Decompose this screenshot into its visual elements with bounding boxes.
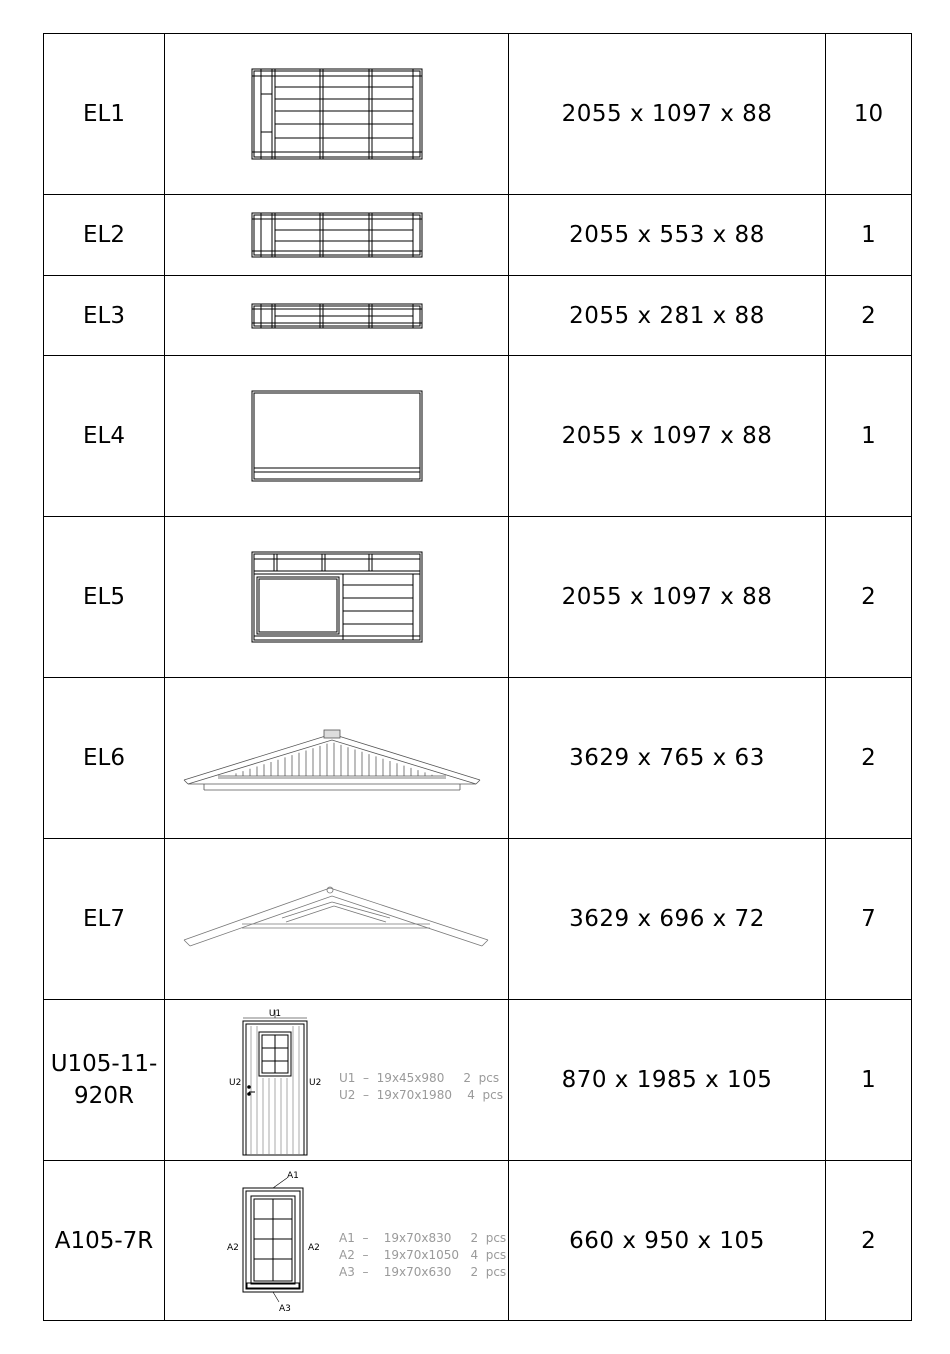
part-drawing	[165, 195, 509, 276]
part-quantity: 2	[826, 678, 912, 839]
spec-line: U2 – 19x70x1980 4 pcs	[338, 1088, 503, 1102]
part-quantity: 10	[826, 34, 912, 195]
part-dimensions: 2055 x 1097 x 88	[509, 517, 826, 678]
parts-table	[43, 33, 912, 1321]
part-quantity: 2	[826, 517, 912, 678]
part-dimensions: 2055 x 1097 x 88	[509, 34, 826, 195]
roof-truss-icon	[182, 882, 492, 957]
part-drawing	[165, 678, 509, 839]
table-row	[44, 1000, 912, 1161]
part-drawing	[165, 517, 509, 678]
part-code: EL1	[44, 34, 165, 195]
part-dimensions: 2055 x 553 x 88	[509, 195, 826, 276]
table-row	[44, 517, 912, 678]
window-icon	[187, 1166, 506, 1316]
part-drawing	[165, 276, 509, 356]
wall-panel-window-boarded-icon	[247, 547, 427, 647]
part-dimensions: 2055 x 1097 x 88	[509, 356, 826, 517]
part-code: EL2	[44, 195, 165, 276]
part-drawing	[165, 1000, 509, 1161]
spec-line: A2 – 19x70x1050 4 pcs	[338, 1247, 506, 1262]
part-code: EL6	[44, 678, 165, 839]
wall-panel-boarded-half-icon	[247, 209, 427, 261]
label-left: U2	[228, 1078, 241, 1088]
wall-panel-boarded-strip-icon	[247, 301, 427, 331]
part-quantity: 1	[826, 356, 912, 517]
part-code: EL4	[44, 356, 165, 517]
part-code: EL7	[44, 839, 165, 1000]
part-code: EL5	[44, 517, 165, 678]
part-drawing	[165, 34, 509, 195]
label-right: U2	[308, 1078, 321, 1088]
wall-panel-boarded-tall-icon	[247, 64, 427, 164]
part-code: U105-11- 920R	[44, 1000, 165, 1161]
part-dimensions: 660 x 950 x 105	[509, 1161, 826, 1321]
table-row	[44, 34, 912, 195]
part-drawing	[165, 356, 509, 517]
label-top: A1	[286, 1170, 299, 1181]
part-quantity: 2	[826, 276, 912, 356]
label-left: A2	[226, 1242, 239, 1253]
label-top: U1	[268, 1009, 281, 1019]
table-row	[44, 678, 912, 839]
door-icon	[187, 1004, 503, 1156]
part-quantity: 1	[826, 195, 912, 276]
part-quantity: 2	[826, 1161, 912, 1321]
part-dimensions: 3629 x 696 x 72	[509, 839, 826, 1000]
part-code: EL3	[44, 276, 165, 356]
wall-panel-window-icon	[247, 386, 427, 486]
part-code: A105-7R	[44, 1161, 165, 1321]
spec-line: U1 – 19x45x980 2 pcs	[338, 1071, 499, 1085]
label-right: A2	[307, 1242, 320, 1253]
table-row	[44, 356, 912, 517]
part-drawing	[165, 1161, 509, 1321]
table-row	[44, 1161, 912, 1321]
part-dimensions: 870 x 1985 x 105	[509, 1000, 826, 1161]
part-dimensions: 3629 x 765 x 63	[509, 678, 826, 839]
table-row	[44, 276, 912, 356]
gable-end-icon	[182, 718, 492, 798]
spec-line: A3 – 19x70x630 2 pcs	[338, 1264, 506, 1279]
label-bottom: A3	[278, 1303, 291, 1314]
part-drawing	[165, 839, 509, 1000]
part-quantity: 1	[826, 1000, 912, 1161]
part-dimensions: 2055 x 281 x 88	[509, 276, 826, 356]
table-row	[44, 195, 912, 276]
table-row	[44, 839, 912, 1000]
part-quantity: 7	[826, 839, 912, 1000]
spec-line: A1 – 19x70x830 2 pcs	[338, 1230, 506, 1245]
